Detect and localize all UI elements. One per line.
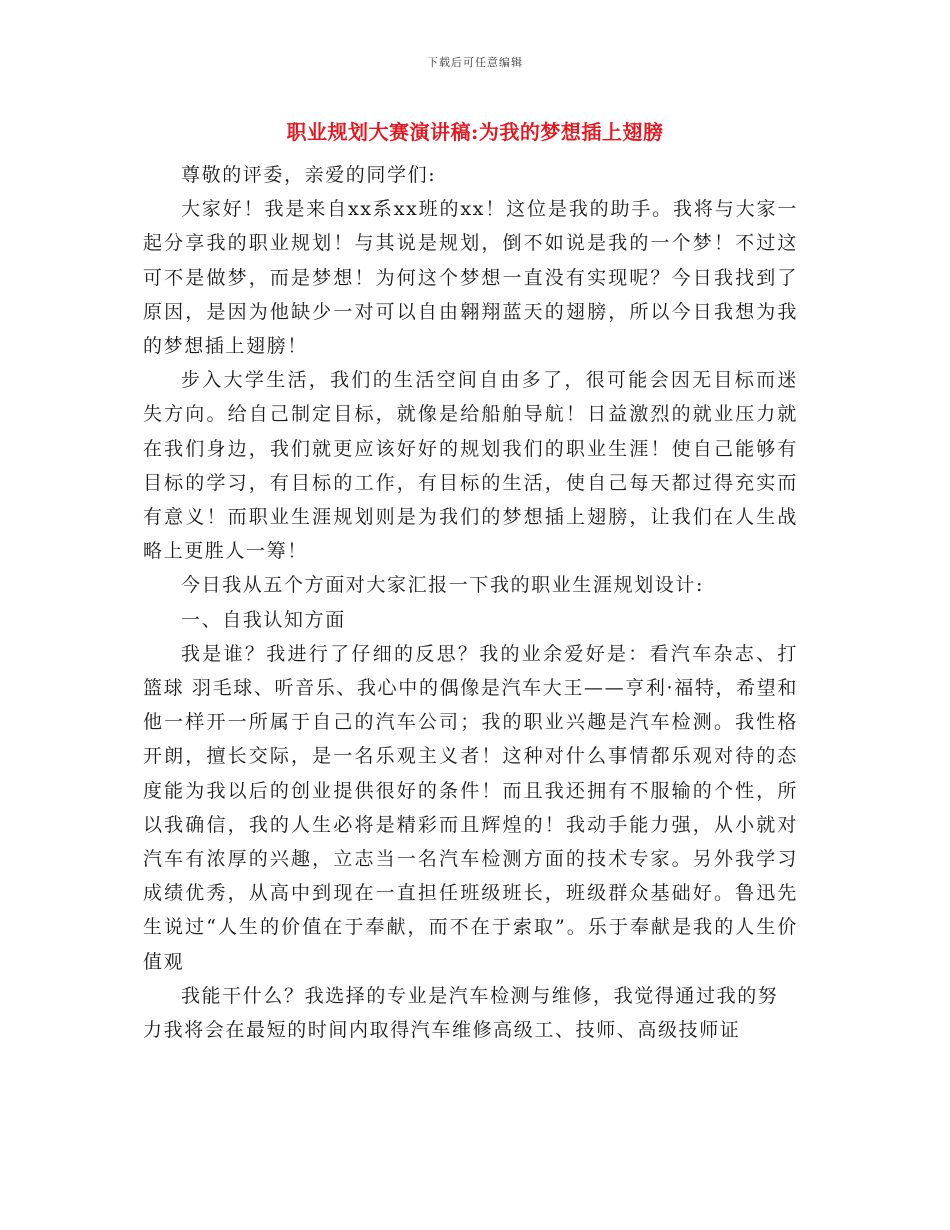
who-am-i-paragraph: 我是谁？我进行了仔细的反思？我的业余爱好是：看汽车杂志、打篮球 羽毛球、听音乐、我心中的偶像是汽车大王——亨利·福特，希望和他一样开一所属于自己的汽车公司；我的职业兴趣是汽车检测。我性格开朗，擅长交际，是一名乐观主义者！这种对什么事情都乐观对待的态度能为我以后的创业提供很好的条件！而且我还拥有不服输的个性，所以我确信，我的人生必将是精彩而且辉煌的！我动手能力强，从小就对汽车有浓厚的兴趣，立志当一名汽车检测方面的技术专家。另外我学习成绩优秀，从高中到现在一直担任班级班长，班级群众基础好。鲁迅先生说过“人生的价值在于奉献，而不在于索取”。乐于奉献是我的人生价值观 [143, 642, 798, 973]
document-title: 职业规划大赛演讲稿:为我的梦想插上翅膀 [286, 120, 664, 144]
document-body [143, 158, 798, 1047]
download-edit-note: 下载后可任意编辑 [427, 56, 523, 69]
college-life-paragraph: 步入大学生活，我们的生活空间自由多了，很可能会因无目标而迷失方向。给自己制定目标，就像是给船舶导航！日益激烈的就业压力就在我们身边，我们就更应该好好的规划我们的职业生涯！使自己能够有目标的学习，有目标的工作，有目标的生活，使自己每天都过得充实而有意义！而职业生涯规划则是为我们的梦想插上翅膀，让我们在人生战略上更胜人一筹！ [143, 369, 798, 563]
what-can-i-do-paragraph: 我能干什么？我选择的专业是汽车检测与维修，我觉得通过我的努力我将会在最短的时间内取得汽车维修高级工、技师、高级技师证 [143, 984, 779, 1042]
section-heading-self-awareness: 一、自我认知方面 [181, 608, 346, 631]
overview-paragraph: 今日我从五个方面对大家汇报一下我的职业生涯规划设计: [181, 574, 705, 597]
greeting-paragraph: 大家好！我是来自xx系xx班的xx！这位是我的助手。我将与大家一起分享我的职业规划！与其说是规划，倒不如说是我的一个梦！不过这可不是做梦，而是梦想！为何这个梦想一直没有实现呢？今日我找到了原因，是因为他缺少一对可以自由翱翔蓝天的翅膀，所以今日我想为我的梦想插上翅膀！ [143, 198, 798, 358]
salutation-paragraph: 尊敬的评委，亲爱的同学们: [181, 164, 437, 186]
